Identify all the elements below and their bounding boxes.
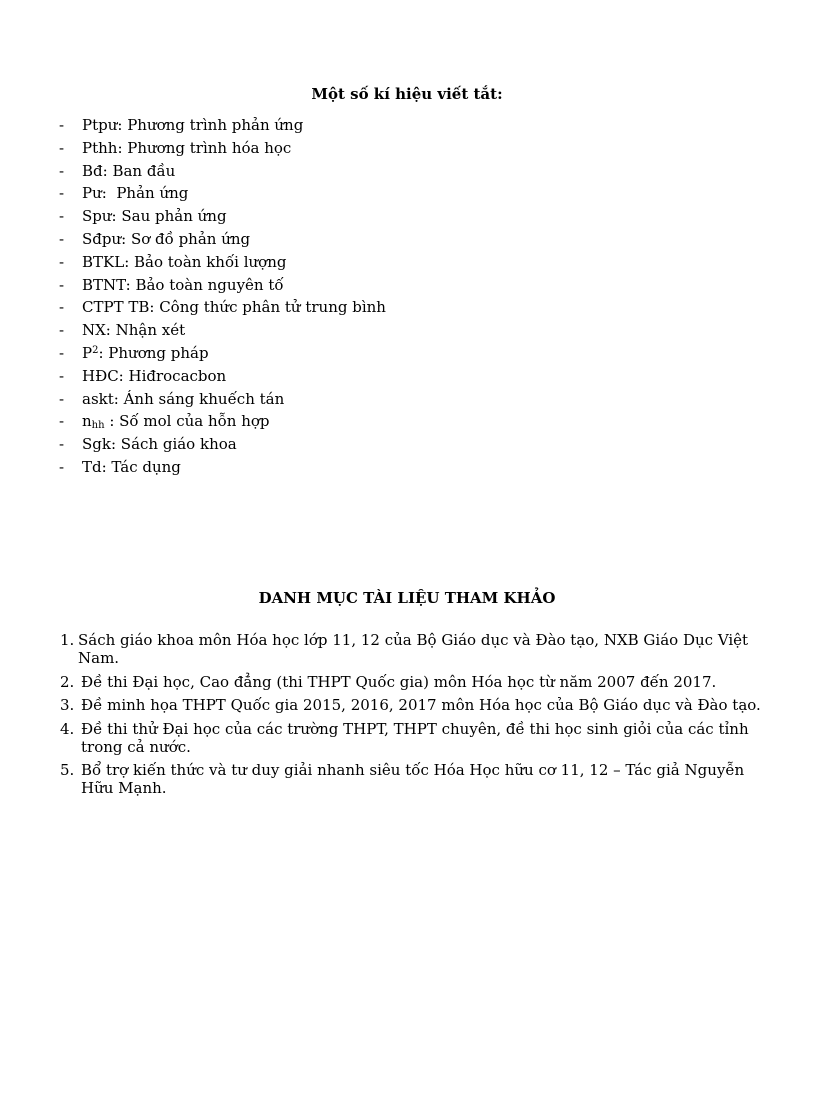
abbreviation-item — [0, 182, 814, 205]
reference-item — [0, 720, 814, 756]
abbreviation-text: Pư: Phản ứng — [82, 184, 189, 203]
reference-text: Đề thi thử Đại học của các trường THPT, THPT chuyên, đề thi học sinh giỏi của các tỉnh trong cả nước. — [81, 719, 749, 756]
abbreviation-item — [0, 205, 814, 228]
abbreviations-list — [0, 114, 814, 479]
abbreviation-item — [0, 433, 814, 456]
abbreviation-text: HĐC: Hiđrocacbon — [82, 366, 227, 385]
abbreviation-text: Td: Tác dụng — [82, 457, 181, 476]
abbreviations-heading: Một số kí hiệu viết tắt: — [311, 85, 503, 103]
references-list — [0, 631, 814, 803]
bullet-dash: - — [59, 389, 65, 408]
abbreviation-text — [82, 342, 209, 365]
abbreviation-text: BTKL: Bảo toàn khối lượng — [82, 252, 287, 271]
subscript: hh — [91, 420, 105, 432]
bullet-dash: - — [59, 275, 65, 294]
abbreviation-item — [0, 274, 814, 297]
abbreviation-item — [0, 319, 814, 342]
bullet-dash: - — [59, 366, 65, 385]
bullet-dash: - — [59, 116, 65, 134]
abbreviation-item — [0, 410, 814, 433]
reference-number: 4. — [60, 719, 75, 738]
abbreviation-text: askt: Ánh sáng khuếch tán — [82, 389, 285, 408]
reference-item — [0, 761, 814, 797]
abbreviation-symbol: P — [82, 343, 93, 362]
abbreviation-text: BTNT: Bảo toàn nguyên tố — [82, 275, 284, 294]
abbreviation-item — [0, 388, 814, 411]
abbreviation-text: NX: Nhận xét — [82, 321, 186, 340]
bullet-dash: - — [59, 412, 65, 431]
reference-number: 2. — [60, 672, 75, 691]
reference-item — [0, 631, 814, 667]
bullet-dash: - — [59, 229, 65, 248]
abbreviation-item — [0, 251, 814, 274]
bullet-dash: - — [59, 138, 65, 157]
abbreviation-symbol: n — [82, 412, 92, 431]
abbreviation-text: Sgk: Sách giáo khoa — [82, 435, 237, 454]
reference-text: Bổ trợ kiến thức và tư duy giải nhanh siêu tốc Hóa Học hữu cơ 11, 12 – Tác giả Nguyễn Hữu Mạnh. — [81, 761, 745, 797]
bullet-dash: - — [59, 321, 65, 340]
abbreviation-text: Spư: Sau phản ứng — [82, 207, 227, 226]
bullet-dash: - — [59, 457, 65, 476]
abbreviation-text — [82, 410, 270, 433]
bullet-dash: - — [59, 184, 65, 203]
reference-number: 3. — [60, 696, 75, 714]
abbreviation-meaning: : Phương pháp — [98, 343, 209, 362]
bullet-dash: - — [59, 343, 65, 362]
reference-item — [0, 673, 814, 691]
reference-item — [0, 696, 814, 714]
abbreviation-text: Bđ: Ban đầu — [82, 161, 176, 180]
abbreviation-item — [0, 137, 814, 160]
abbreviation-text: Pthh: Phương trình hóa học — [82, 138, 292, 157]
bullet-dash: - — [59, 207, 65, 226]
references-heading: DANH MỤC TÀI LIỆU THAM KHẢO — [258, 589, 556, 607]
abbreviation-item — [0, 342, 814, 365]
abbreviation-item — [0, 456, 814, 479]
abbreviation-item — [0, 228, 814, 251]
abbreviation-text: Sđpư: Sơ đồ phản ứng — [82, 229, 251, 248]
abbreviation-item — [0, 365, 814, 388]
bullet-dash: - — [59, 435, 65, 454]
reference-text: Sách giáo khoa môn Hóa học lớp 11, 12 của Bộ Giáo dục và Đào tạo, NXB Giáo Dục Việt Nam. — [78, 631, 749, 667]
abbreviation-meaning: : Số mol của hỗn hợp — [104, 412, 270, 431]
abbreviation-item — [0, 296, 814, 319]
reference-number: 5. — [60, 761, 75, 779]
reference-text: Đề thi Đại học, Cao đẳng (thi THPT Quốc gia) môn Hóa học từ năm 2007 đến 2017. — [81, 672, 717, 691]
bullet-dash: - — [59, 298, 65, 317]
reference-text: Đề minh họa THPT Quốc gia 2015, 2016, 2017 môn Hóa học của Bộ Giáo dục và Đào tạo. — [81, 696, 761, 714]
abbreviation-text: Ptpư: Phương trình phản ứng — [82, 116, 304, 134]
abbreviation-item — [0, 160, 814, 183]
abbreviation-text: CTPT TB: Công thức phân tử trung bình — [82, 298, 386, 317]
abbreviation-item — [0, 114, 814, 137]
bullet-dash: - — [59, 161, 65, 180]
reference-number: 1. — [60, 631, 75, 649]
superscript: 2 — [92, 344, 99, 356]
bullet-dash: - — [59, 252, 65, 271]
